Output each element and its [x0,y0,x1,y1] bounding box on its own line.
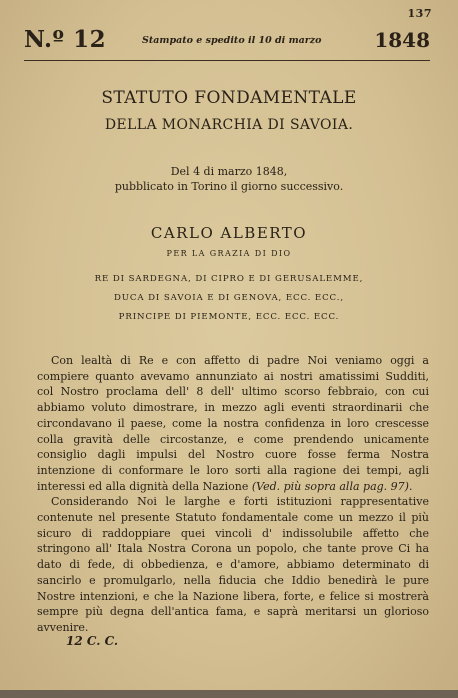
date-line-1: Del 4 di marzo 1848, [170,165,288,178]
header [24,26,430,56]
paragraph-1 [37,353,429,494]
page-number: 137 [407,7,432,20]
sovereign-grace: PER LA GRAZIA DI DIO [166,249,292,258]
paragraph-2: Considerando Noi le larghe e forti istituzioni rappresentative contenute nel presente Statuto fondamentale come un mezzo il più sicuro di raddoppiare quei vincoli d' indissolubile affetto che stringono all' Itala Nostra Corona un popolo, che tante prove Ci ha dato di fede, di obbedienza, e d'amore, abbiamo determinato di sancirlo e promulgarlo, nella fiducia che Iddio benedirà le pure Nostre intenzioni, e che la Nazione libera, forte, e felice si mostrerà sempre più degna dell'antica fama, e saprà meritarsi un glorioso avvenire. [37,495,429,634]
sovereign-titles-3: PRINCIPE DI PIEMONTE, ECC. ECC. ECC. [118,312,340,322]
citation: 12 C. C. [66,634,119,648]
paragraph-1-text: Con lealtà di Re e con affetto di padre Noi veniamo oggi a compiere quanto avevamo annunziato ai nostri amatissimi Sudditi, col Nostro proclama dell' 8 dell' ultimo scorso febbraio, con cui abbiamo voluto dimostrare, in mezzo agli eventi straordinarii che circondavano il paese, come la nostra confidenza in loro crescesse colla gravità delle circostanze, e come prendendo unicamente consiglio dagli impulsi del Nostro cuore fosse ferma Nostra intenzione di conformare le loro sorti alla ragione dei tempi, agli interessi ed alla dignità della Nazione [37,354,429,493]
date-line-2: pubblicato in Torino il giorno successivo. [114,180,344,193]
body-text [37,353,429,636]
title-line-2: DELLA MONARCHIA DI SAVOIA. [104,117,354,133]
header-year: 1848 [374,28,430,52]
printed-date: Stampato e spedito il 10 di marzo [142,35,322,46]
issue-number: N.º 12 [24,26,107,53]
paragraph-1-reference: (Ved. più sopra alla pag. 97). [251,479,413,493]
title-line-1: STATUTO FONDAMENTALE [101,88,357,108]
header-rule [24,60,430,61]
sovereign-titles-1: RE DI SARDEGNA, DI CIPRO E DI GERUSALEMME, [94,274,364,284]
sovereign-name: CARLO ALBERTO [150,224,308,242]
sovereign-titles-2: DUCA DI SAVOIA E DI GENOVA, ECC. ECC., [114,293,344,303]
